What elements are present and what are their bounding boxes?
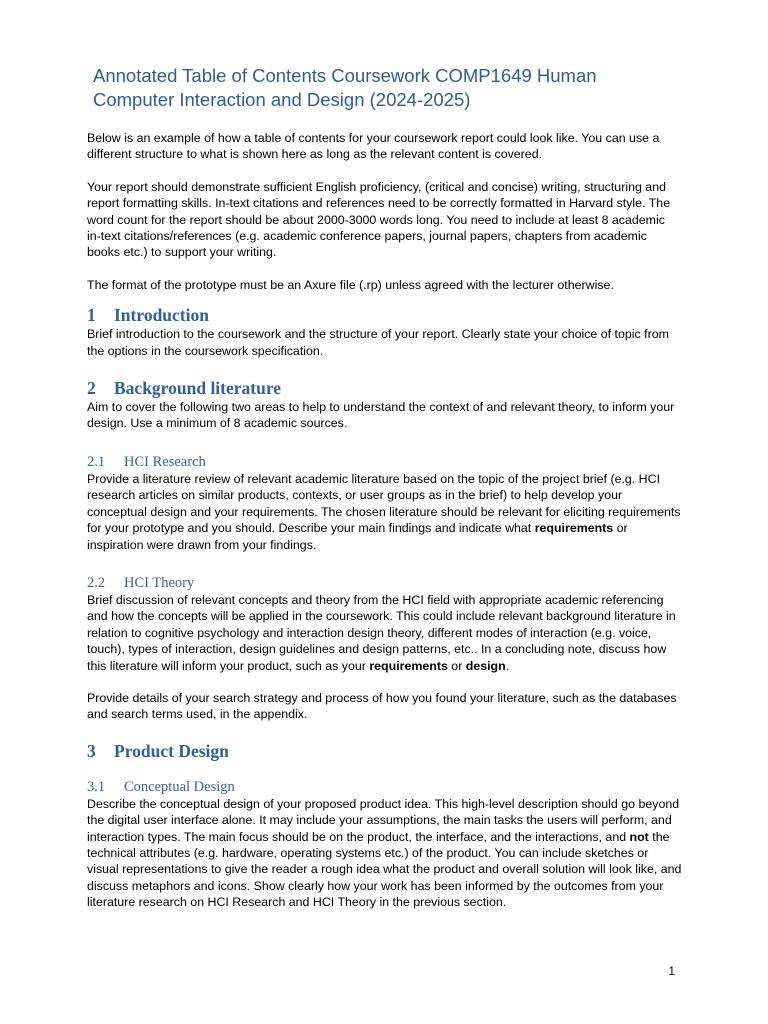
section-title: Background literature [114, 378, 282, 399]
section-2-1-heading [87, 453, 682, 471]
section-number: 2 [87, 378, 96, 399]
intro-paragraph-3: The format of the prototype must be an Axure file (.rp) unless agreed with the lecturer otherwise. [87, 277, 614, 292]
section-number: 3.1 [87, 778, 106, 795]
intro-paragraph-1: Below is an example of how a table of contents for your coursework report could look like. You can use a different structure to what is shown here as long as the relevant content is covered. [87, 131, 660, 162]
section-3-1-heading [87, 778, 682, 796]
section-2-text: Aim to cover the following two areas to help to understand the context of and relevant theory, to inform your design. Use a minimum of 8 academic sources. [87, 400, 675, 431]
section-1-text: Brief introduction to the coursework and the structure of your report. Clearly state your choice of topic from the options in the coursework specification. [87, 327, 669, 358]
section-title: Introduction [114, 305, 209, 326]
section-2-2-text-2: Provide details of your search strategy and process of how you found your literature, such as the databases and search terms used, in the appendix. [87, 690, 677, 722]
section-3-1-text: Describe the conceptual design of your proposed product idea. This high-level description should go beyond the digital user interface alone. It may include your assumptions, the main tasks the users will perform, and interaction types. The main focus should be on the product, the interface, and the interactions, and not the technical attributes (e.g. hardware, operating systems etc.) of the product. You can include sketches or visual representations to give the reader a rough idea what the product and overall solution will look like, and discuss metaphors and icons. Show clearly how your work has been informed by the outcomes from your literature research on HCI Research and HCI Theory in the previous section. [87, 796, 682, 910]
section-number: 2.2 [87, 574, 106, 591]
section-number: 3 [87, 740, 96, 761]
emphasis-not: not [629, 829, 649, 844]
section-title: HCI Research [124, 453, 206, 470]
intro-paragraph-2: Your report should demonstrate sufficient English proficiency, (critical and concise) writing, structuring and report formatting skills. In-text citations and references need to be correctly formatted in Harvard style. The word count for the report should be about 2000-3000 words long. You need to include at least 8 academic in-text citations/references (e.g. academic conference papers, journal papers, chapters from academic books etc.) to support your writing. [87, 179, 671, 260]
section-title: Product Design [114, 740, 229, 761]
emphasis-requirements: requirements [369, 658, 448, 673]
section-number: 2.1 [87, 453, 106, 470]
section-title: HCI Theory [124, 574, 195, 591]
document-title: Annotated Table of Contents Coursework COMP1649 Human Computer Interaction and Design (2024-2025) [93, 65, 597, 110]
section-1-heading [87, 304, 682, 326]
section-number: 1 [87, 305, 96, 326]
section-2-1-text: Provide a literature review of relevant academic literature based on the topic of the project brief (e.g. HCI research articles on similar products, contexts, or user groups as in the brief) to help develop your conceptual design and your requirements. The chosen literature should be relevant for eliciting requirements for your prototype and you should. Describe your main findings and indicate what requirements or inspiration were drawn from your findings. [87, 471, 681, 552]
emphasis-requirements: requirements [534, 521, 614, 536]
section-2-2-heading [87, 574, 682, 592]
section-2-2-text: Brief discussion of relevant concepts and theory from the HCI field with appropriate academic referencing and how the concepts will be applied in the coursework. This could include relevant background literature in relation to cognitive psychology and interaction design theory, different modes of interaction (e.g. voice, touch), types of interaction, design guidelines and design patterns, etc.. In a concluding note, discuss how this literature will inform your product, such as your requirements or design. [87, 592, 676, 673]
emphasis-design: design [465, 658, 506, 673]
page-number: 1 [668, 964, 675, 978]
section-3-heading [87, 740, 682, 762]
section-2-heading [87, 377, 682, 399]
section-title: Conceptual Design [124, 778, 235, 795]
